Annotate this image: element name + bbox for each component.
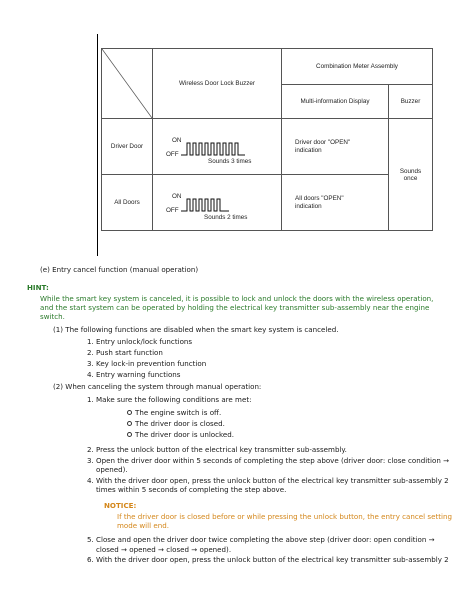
step-1: 1. Make sure the following conditions are met: <box>87 395 252 404</box>
step-4: 4. With the driver door open, press the unlock button of the electrical key transmitter sub-assembly 2 <box>87 476 449 485</box>
header-wireless: Wireless Door Lock Buzzer <box>153 49 282 119</box>
diagonal-corner-cell <box>102 49 153 119</box>
sounds-label: Sounds 3 times <box>208 157 252 165</box>
step-5-cont: closed → opened → closed → opened). <box>96 545 232 554</box>
notice-label: NOTICE: <box>104 501 137 510</box>
condition-item <box>127 430 234 439</box>
step-6: 6. With the driver door open, press the unlock button of the electrical key transmitter sub-assembly 2 <box>87 555 449 564</box>
buzzer-sounds-once <box>389 119 433 231</box>
header-combination: Combination Meter Assembly <box>282 49 433 85</box>
paragraph-1: (1) The following functions are disabled when the smart key system is canceled. <box>53 325 339 334</box>
on-label: ON <box>172 136 182 144</box>
notice-text-line: mode will end. <box>117 521 169 530</box>
condition-text: The driver door is unlocked. <box>135 430 235 439</box>
list-item: 3. Key lock-in prevention function <box>87 359 207 368</box>
list-item: 2. Push start function <box>87 348 163 357</box>
indication-line: indication <box>295 146 322 154</box>
hint-text-line: While the smart key system is canceled, it is possible to lock and unlock the doors with the wireless operation, <box>40 294 434 303</box>
off-label: OFF <box>166 150 179 158</box>
list-item: 4. Entry warning functions <box>87 370 181 379</box>
pulse-2-icon <box>181 197 231 213</box>
all-doors-indication <box>282 175 389 231</box>
condition-item <box>127 419 225 428</box>
bullet-icon <box>127 421 132 426</box>
on-label: ON <box>172 192 182 200</box>
buzzer-line: Sounds <box>399 167 422 175</box>
driver-door-indication <box>282 119 389 175</box>
condition-text: The driver door is closed. <box>135 419 225 428</box>
step-3: 3. Open the driver door within 5 seconds of completing the step above (driver door: close condition → <box>87 456 450 465</box>
bullet-icon <box>127 432 132 437</box>
buzzer-signal-table <box>101 48 433 231</box>
list-item: 1. Entry unlock/lock functions <box>87 337 193 346</box>
notice-text-line: If the driver door is closed before or while pressing the unlock button, the entry cancel setting <box>117 512 452 521</box>
indication-line: Driver door "OPEN" <box>295 138 351 146</box>
sounds-label: Sounds 2 times <box>204 213 248 221</box>
pulse-3-icon <box>181 141 247 157</box>
all-doors-waveform <box>153 175 282 231</box>
indication-line: All doors "OPEN" <box>295 194 344 202</box>
row-label-all-doors: All Doors <box>102 175 153 231</box>
buzzer-line: once <box>403 174 418 182</box>
bullet-icon <box>127 410 132 415</box>
section-heading: (e) Entry cancel function (manual operation) <box>40 265 199 274</box>
step-5: 5. Close and open the driver door twice completing the above step (driver door: open condition → <box>87 535 435 544</box>
left-margin-rule <box>97 34 98 256</box>
header-buzzer: Buzzer <box>389 85 433 119</box>
driver-door-waveform <box>153 119 282 175</box>
step-4-cont: times within 5 seconds of completing the step above. <box>96 485 287 494</box>
row-label-driver-door: Driver Door <box>102 119 153 175</box>
hint-text-line: switch. <box>40 312 65 321</box>
off-label: OFF <box>166 206 179 214</box>
paragraph-2: (2) When canceling the system through manual operation: <box>53 382 262 391</box>
step-3-cont: opened). <box>96 465 128 474</box>
condition-item <box>127 408 221 417</box>
header-multi-display: Multi-information Display <box>282 85 389 119</box>
hint-text-line: and the start system can be operated by holding the electrical key transmitter sub-assembly near the engine <box>40 303 430 312</box>
step-2: 2. Press the unlock button of the electrical key transmitter sub-assembly. <box>87 445 347 454</box>
hint-label: HINT: <box>27 283 49 292</box>
condition-text: The engine switch is off. <box>135 408 222 417</box>
indication-line: indication <box>295 202 322 210</box>
